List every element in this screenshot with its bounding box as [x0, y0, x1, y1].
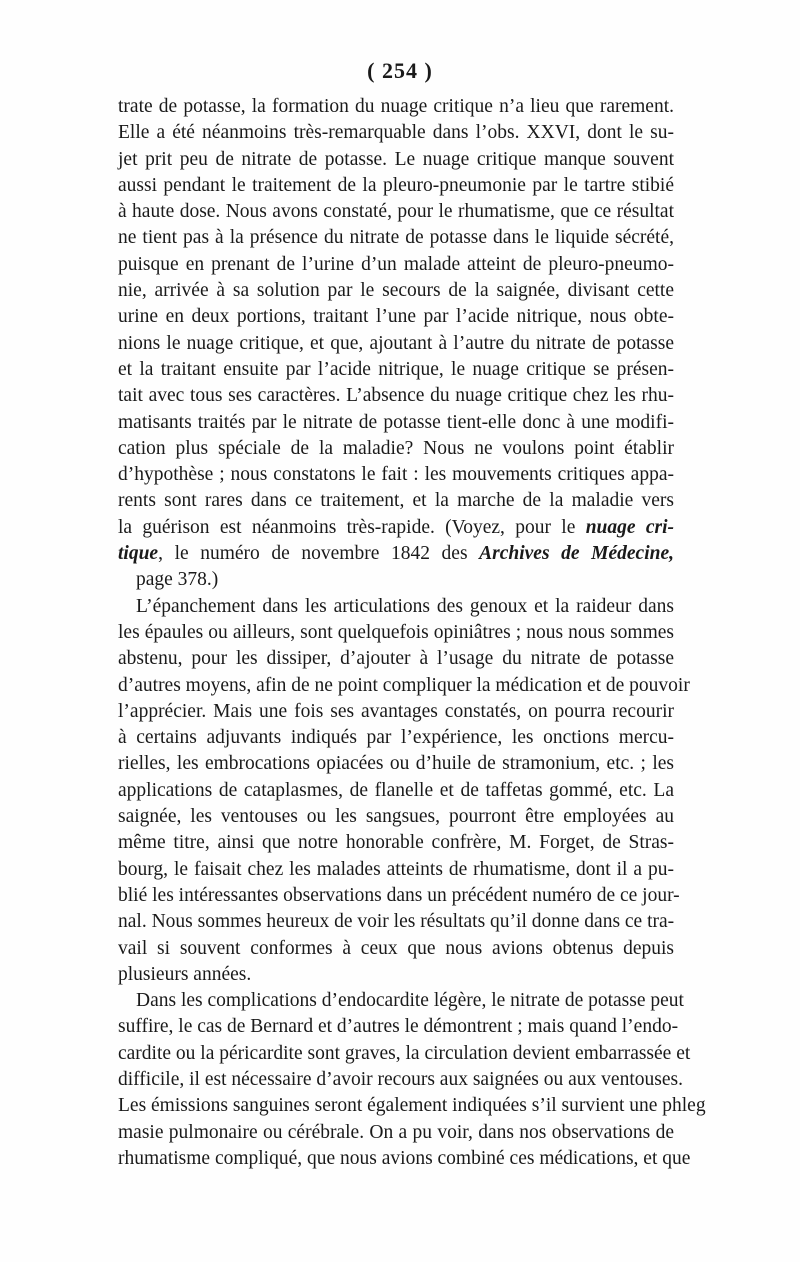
text-line: d’autres moyens, afin de ne point compliquer la médication et de pouvoir — [118, 674, 690, 696]
line-text: , le numéro de novembre 1842 des — [158, 543, 480, 565]
italic-text: Archives de Médecine, — [479, 543, 674, 565]
text-line: blié les intéressantes observations dans un précédent numéro de ce jour- — [118, 884, 680, 906]
text-line: jet prit peu de nitrate de potasse. Le nuage critique manque souvent — [118, 148, 674, 170]
text-line: l’apprécier. Mais une fois ses avantages constatés, on pourra recourir — [118, 700, 674, 722]
text-line: à certains adjuvants indiqués par l’expérience, les onctions mercu- — [118, 727, 674, 749]
text-line: L’épanchement dans les articulations des genoux et la raideur dans — [136, 595, 674, 617]
text-line: saignée, les ventouses ou les sangsues, pourront être employées au — [118, 806, 674, 828]
line-text: la guérison est néanmoins très-rapide. (Voyez, pour le — [118, 516, 586, 538]
text-line — [118, 515, 674, 541]
text-line: plusieurs années. — [118, 963, 252, 985]
text-line: et la traitant ensuite par l’acide nitrique, le nuage critique se présen- — [118, 358, 674, 380]
text-line: Elle a été néanmoins très-remarquable dans l’obs. XXVI, dont le su- — [118, 122, 674, 144]
text-line: rielles, les embrocations opiacées ou d’huile de stramonium, etc. ; les — [118, 753, 674, 775]
text-line: aussi pendant le traitement de la pleuro-pneumonie par le tartre stibié — [118, 174, 674, 196]
text-line: trate de potasse, la formation du nuage critique n’a lieu que rarement. — [118, 96, 674, 117]
text-line: ne tient pas à la présence du nitrate de potasse dans le liquide sécrété, — [118, 227, 674, 249]
text-line: à haute dose. Nous avons constaté, pour le rhumatisme, que ce résultat — [118, 201, 674, 223]
text-line: nions le nuage critique, et que, ajoutant à l’autre du nitrate de potasse — [118, 332, 674, 354]
text-line: nie, arrivée à sa solution par le secours de la saignée, divisant cette — [118, 280, 674, 302]
text-line: page 378.) — [136, 569, 219, 591]
body-text — [118, 94, 706, 1172]
text-line: masie pulmonaire ou cérébrale. On a pu voir, dans nos observations de — [118, 1121, 674, 1143]
text-line: vail si souvent conformes à ceux que nous avions obtenus depuis — [118, 937, 674, 959]
text-line: tait avec tous ses caractères. L’absence du nuage critique chez les rhu- — [118, 385, 674, 407]
text-line: puisque en prenant de l’urine d’un malade atteint de pleuro-pneumo- — [118, 253, 674, 275]
text-line: même titre, ainsi que notre honorable confrère, M. Forget, de Stras- — [118, 832, 674, 854]
text-line: cardite ou la péricardite sont graves, la circulation devient embarrassée et — [118, 1042, 691, 1064]
text-line: difficile, il est nécessaire d’avoir recours aux saignées ou aux ventouses. — [118, 1068, 683, 1090]
text-line: rents sont rares dans ce traitement, et la marche de la maladie vers — [118, 490, 674, 512]
text-line: bourg, le faisait chez les malades atteints de rhumatisme, dont il a pu- — [118, 858, 674, 880]
italic-text: tique — [118, 543, 159, 565]
text-line: rhumatisme compliqué, que nous avions combiné ces médications, et que — [118, 1147, 691, 1169]
text-line: Dans les complications d’endocardite légère, le nitrate de potasse peut — [136, 990, 684, 1012]
text-line: Les émissions sanguines seront également indiquées s’il survient une phleg — [118, 1095, 706, 1117]
italic-text: nuage cri- — [585, 516, 674, 538]
text-line: nal. Nous sommes heureux de voir les résultats qu’il donne dans ce tra- — [118, 911, 675, 933]
text-line: suffire, le cas de Bernard et d’autres le démontrent ; mais quand l’endo- — [118, 1016, 679, 1038]
text-line: matisants traités par le nitrate de potasse tient-elle donc à une modifi- — [118, 411, 674, 433]
text-line: d’hypothèse ; nous constatons le fait : les mouvements critiques appa- — [118, 464, 674, 486]
text-line: cation plus spéciale de la maladie? Nous ne voulons point établir — [118, 437, 674, 459]
text-line: applications de cataplasmes, de flanelle et de taffetas gommé, etc. La — [118, 779, 674, 801]
page-number: ( 254 ) — [367, 58, 433, 83]
text-line: abstenu, pour les dissiper, d’ajouter à l’usage du nitrate de potasse — [118, 648, 674, 670]
text-line: urine en deux portions, traitant l’une par l’acide nitrique, nous obte- — [118, 306, 674, 328]
text-line — [118, 541, 674, 567]
text-line: les épaules ou ailleurs, sont quelquefois opiniâtres ; nous nous sommes — [118, 621, 674, 643]
